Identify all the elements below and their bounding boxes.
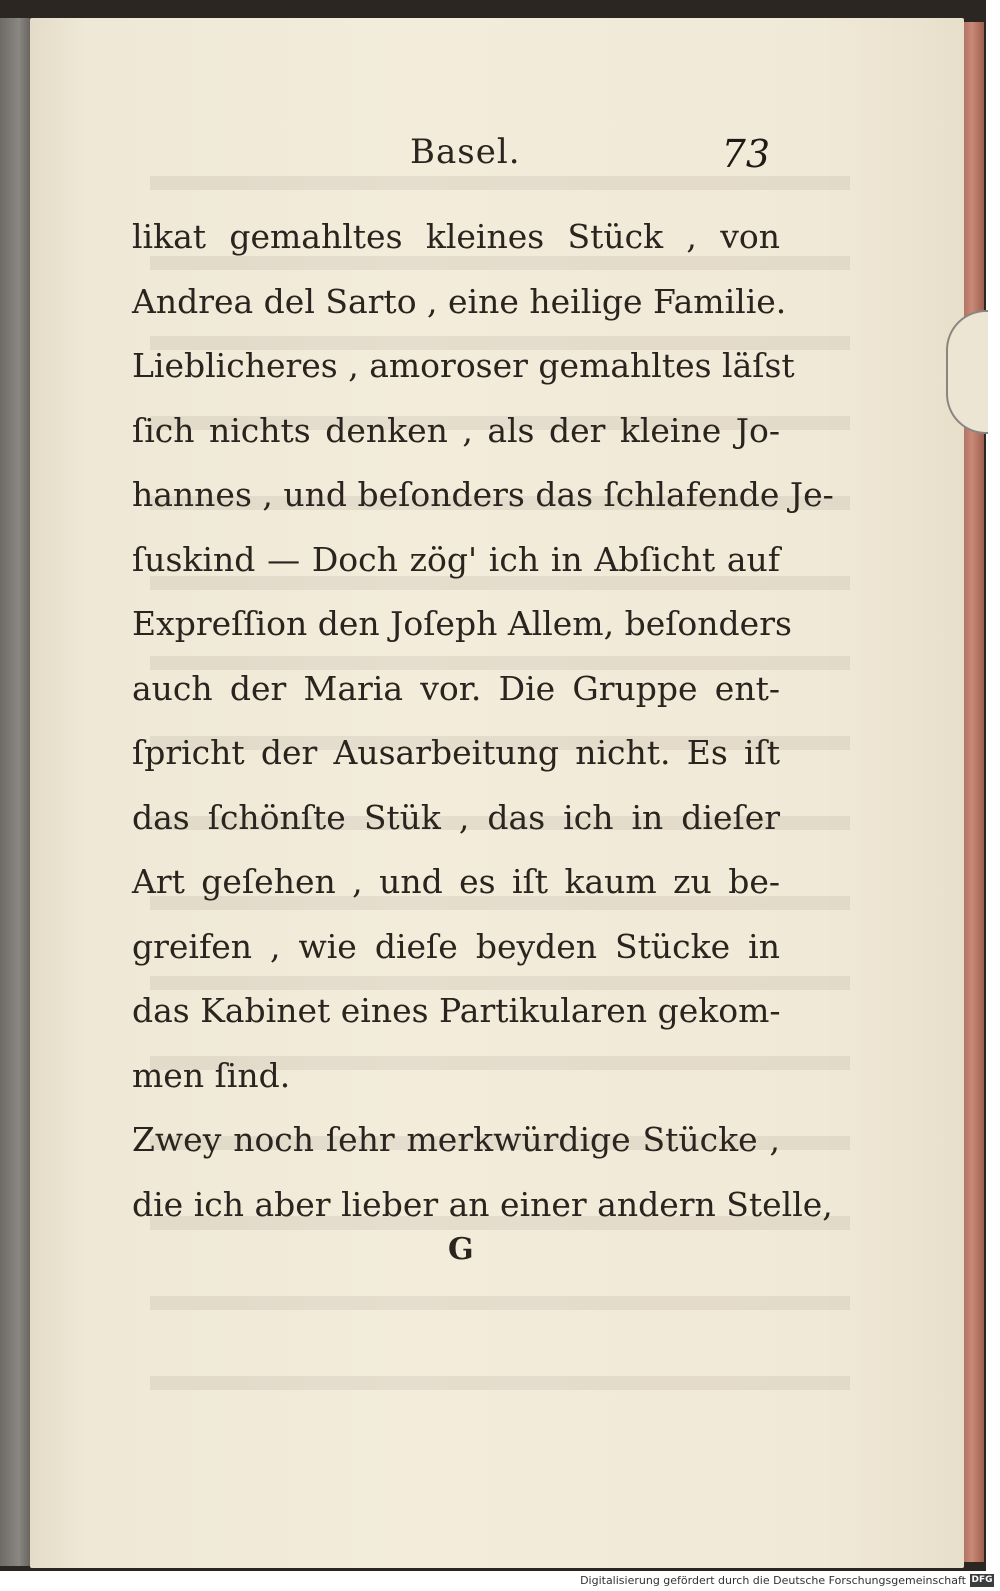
- left-page-board: [0, 18, 34, 1566]
- text-line: ſuskind — Doch zög' ich in Abſicht auf: [132, 539, 780, 579]
- running-head: Basel.: [410, 132, 521, 172]
- text-line: hannes , und beſonders das ſchlafende Je-: [132, 475, 834, 514]
- text-line: Andrea del Sarto , eine heilige Familie.: [132, 281, 787, 321]
- text-line: ſich nichts denken , als der kleine Jo-: [132, 410, 780, 450]
- page-marker-tab: [946, 310, 988, 434]
- text-line: Lieblicheres , amoroser gemahltes läſst: [132, 346, 795, 385]
- page-edge: [964, 22, 984, 1562]
- signature-mark: G: [448, 1232, 474, 1267]
- page-number: 73: [721, 132, 770, 176]
- body-text: [132, 205, 834, 1237]
- text-line: die ich aber lieber an einer andern Stelle,: [132, 1184, 833, 1224]
- text-line: das Kabinet eines Partikularen gekom-: [132, 991, 781, 1030]
- text-line: Art geſehen , und es iſt kaum zu be-: [132, 862, 780, 901]
- text-line: likat gemahltes kleines Stück , von: [132, 217, 780, 256]
- text-line: greifen , wie dieſe beyden Stücke in: [132, 926, 780, 966]
- text-line: Expreſſion den Joſeph Allem, beſonders: [132, 604, 792, 643]
- dfg-logo: DFG: [971, 1575, 993, 1585]
- text-line: Zwey noch ſehr merkwürdige Stücke ,: [132, 1120, 780, 1159]
- digitization-footer: [0, 1571, 1000, 1591]
- text-line: men ſind.: [132, 1055, 291, 1095]
- text-line: auch der Maria vor. Die Gruppe ent-: [132, 668, 780, 708]
- text-line: ſpricht der Ausarbeitung nicht. Es iſt: [132, 733, 780, 772]
- funding-credit: Digitalisierung gefördert durch die Deutsche Forschungsgemeinschaft: [580, 1574, 966, 1587]
- text-line: das ſchönſte Stük , das ich in dieſer: [132, 797, 780, 837]
- page-header: [130, 130, 780, 190]
